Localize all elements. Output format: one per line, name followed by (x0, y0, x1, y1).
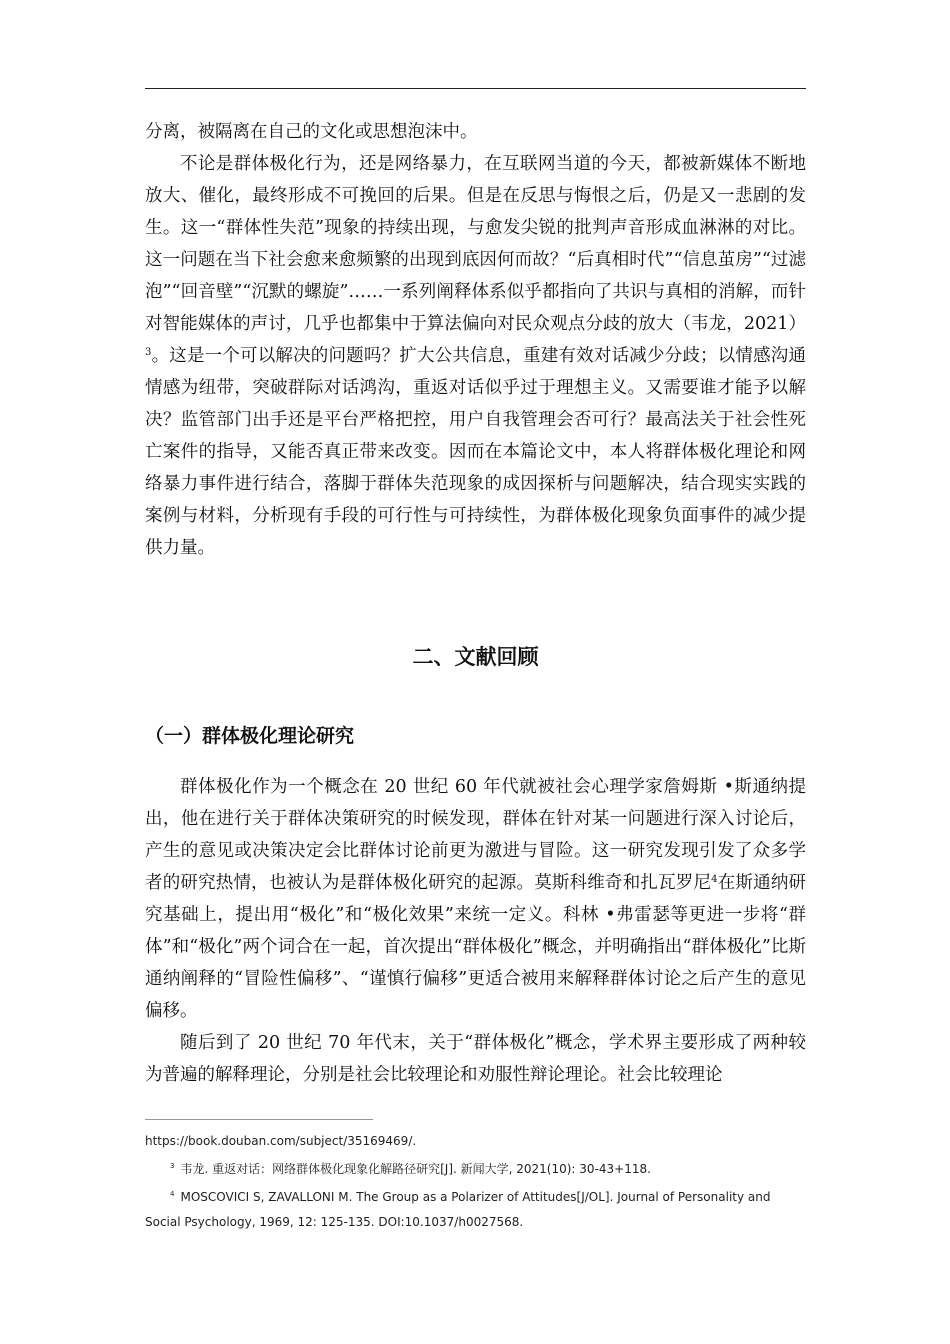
paragraph-continued: 分离，被隔离在自己的文化或思想泡沫中。 (145, 122, 478, 142)
section-text (145, 771, 806, 1091)
header-rule (145, 88, 806, 89)
paragraph-text: 。这是一个可以解决的问题吗？扩大公共信息，重建有效对话减少分歧；以情感沟通情感为纽带，突破群际对话鸿沟，重返对话似乎过于理想主义。又需要谁才能予以解决？监管部门出手还是平台严格把控，用户自我管理会否可行？最高法关于社会性死亡案件的指导，又能否真正带来改变。因而在本篇论文中，本人将群体极化理论和网络暴力事件进行结合，落脚于群体失范现象的成因探析与问题解决，结合现实实践的案例与材料，分析现有手段的可行性与可持续性，为群体极化现象负面事件的减少提供力量。 (145, 346, 806, 558)
paragraph (145, 771, 806, 1027)
footnote-text: MOSCOVICI S, ZAVALLONI M. The Group as a Polarizer of Attitudes[J/OL]. Journal of Personality and Social Psychology, 1969, 12: 125-135. DOI:10.1037/h0027568. (145, 1190, 771, 1229)
footnote-number: 4 (170, 1190, 175, 1198)
paragraph-text: 群体极化作为一个概念在 20 世纪 60 年代就被社会心理学家詹姆斯 •斯通纳提出，他在进行关于群体决策研究的时候发现，群体在针对某一问题进行深入讨论后，产生的意见或决策决定会比群体讨论前更为激进与冒险。这一研究发现引发了众多学者的研究热情，也被认为是群体极化研究的起源。莫斯科维奇和扎瓦罗尼 (145, 777, 806, 893)
footnote-rule (145, 1119, 373, 1120)
footnote-ref[interactable]: 4 (711, 874, 718, 885)
intro-text (145, 116, 806, 564)
footnote-text: 韦龙. 重返对话：网络群体极化现象化解路径研究[J]. 新闻大学, 2021(10): 30-43+118. (180, 1162, 651, 1176)
paragraph-text: 在斯通纳研究基础上，提出用“极化”和“极化效果”来统一定义。科林 •弗雷瑟等更进一步将“群体”和“极化”两个词合在一起，首次提出“群体极化”概念，并明确指出“群体极化”比斯通纳阐释的“冒险性偏移”、“谨慎行偏移”更适合被用来解释群体讨论之后产生的意见偏移。 (145, 873, 807, 1021)
footnote-number: 3 (170, 1162, 175, 1170)
paragraph-text: 不论是群体极化行为，还是网络暴力，在互联网当道的今天，都被新媒体不断地放大、催化，最终形成不可挽回的后果。但是在反思与悔恨之后，仍是又一悲剧的发生。这一“群体性失范”现象的持续出现，与愈发尖锐的批判声音形成血淋淋的对比。这一问题在当下社会愈来愈频繁的出现到底因何而故？“后真相时代”“信息茧房”“过滤泡”“回音壁”“沉默的螺旋”……一系列阐释体系似乎都指向了共识与真相的消解，而针对智能媒体的声讨，几乎也都集中于算法偏向对民众观点分歧的放大（韦龙，2021） (145, 154, 806, 334)
subsection-heading: （一）群体极化理论研究 (145, 725, 355, 747)
footnote-3 (145, 1154, 806, 1182)
section-heading: 二、文献回顾 (412, 645, 539, 669)
footnotes (145, 1129, 806, 1235)
paragraph: 随后到了 20 世纪 70 年代末，关于“群体极化”概念，学术界主要形成了两种较为普遍的解释理论，分别是社会比较理论和劝服性辩论理论。社会比较理论 (145, 1033, 806, 1085)
paragraph (145, 148, 806, 564)
footnote-ref[interactable]: 3 (145, 347, 152, 358)
footnote-4 (145, 1182, 806, 1235)
footnote-url[interactable]: https://book.douban.com/subject/35169469/. (145, 1134, 417, 1148)
